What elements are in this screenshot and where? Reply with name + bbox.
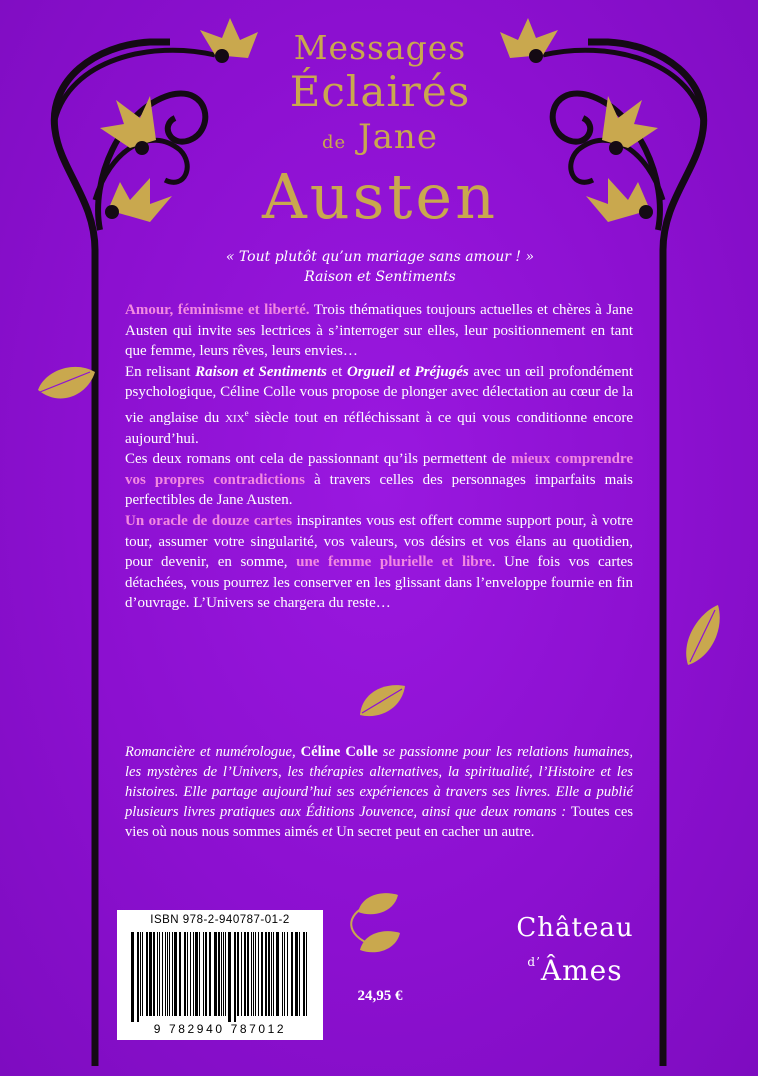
gold-leaf-right: [686, 605, 720, 665]
barcode-bar: [234, 932, 236, 1022]
book-title-orgueil: Orgueil et Préjugés: [346, 363, 469, 380]
barcode-bar: [221, 932, 222, 1016]
barcode-bar: [228, 932, 231, 1022]
barcode-bar: [261, 932, 263, 1016]
epigraph-quote: [180, 247, 580, 287]
barcode-bar: [184, 932, 186, 1016]
barcode-bar: [169, 932, 170, 1016]
title-jane: Jane: [358, 117, 438, 157]
barcode-bar: [131, 932, 134, 1022]
barcode-bar: [172, 932, 173, 1016]
barcode-bar: [306, 932, 307, 1016]
title-line-3: [190, 116, 570, 164]
blurb-highlight-oracle: Un oracle de douze cartes: [125, 512, 293, 529]
barcode-bar: [203, 932, 204, 1016]
publisher-line-1: Château: [516, 913, 634, 943]
barcode-bar: [271, 932, 272, 1016]
barcode-bar: [142, 932, 143, 1016]
barcode-bar: [140, 932, 141, 1016]
blurb: [125, 300, 633, 614]
price: 24,95 €: [357, 988, 403, 1004]
title-austen: Austen: [261, 160, 499, 233]
barcode-bar: [253, 932, 254, 1016]
barcode-bar: [273, 932, 274, 1016]
barcode-bar: [149, 932, 152, 1016]
blurb-paragraph-2: En relisant Raison et Sentiments et Orgueil et Préjugés avec un œil profondément psychologique, Céline Colle vous propose de plonger avec délectation au cœur de la vie anglaise du xix$^e$ siècle tout en réfléchissant à ce qui vous conditionne encore aujourd’hui.: [125, 363, 634, 447]
barcode-bar: [247, 932, 249, 1016]
blurb-highlight-femme: une femme plurielle et libre: [296, 554, 492, 571]
barcode-bar: [199, 932, 200, 1016]
barcode-bar: [174, 932, 177, 1016]
barcode-bar: [251, 932, 252, 1016]
barcode-bar: [276, 932, 279, 1016]
gold-flower-right-low: [586, 178, 653, 222]
publisher-logo: [505, 912, 645, 989]
barcode-bar: [137, 932, 139, 1022]
isbn-label: ISBN 978-2-940787-01-2: [150, 914, 290, 926]
author-bio: Romancière et numérologue, Céline Colle se passionne pour les relations humaines, les mystères de l’Univers, les thérapies alternatives, la spiritualité, l’Histoire et les histoires. Elle partage aujourd’hui ses expériences à travers ses livres. Elle a publié plusieurs livres pratiques aux Éditions Jouvence, ainsi que deux romans : Toutes ces vies où nous nous sommes aimés et Un secret peut en cacher un autre.: [125, 744, 634, 840]
gold-leaf-left: [38, 367, 95, 399]
isbn-barcode: [117, 910, 323, 1040]
barcode-bar: [209, 932, 211, 1016]
barcode-bar: [241, 932, 242, 1016]
ean-digits: 9 782940 787012: [153, 1022, 287, 1036]
gold-flower-left-low: [105, 178, 172, 222]
blurb-paragraph-3: Ces deux romans ont cela de passionnant qu’ils permettent de mieux comprendre vos propres contradictions à travers celles des personnages imparfaits mais perfectibles de Jane Austen.: [125, 451, 633, 509]
barcode-bar: [162, 932, 163, 1016]
barcode-bar: [223, 932, 224, 1016]
gold-flower-left-mid: [100, 96, 156, 155]
barcode-bar: [153, 932, 155, 1016]
blurb-paragraph-4: Un oracle de douze cartes inspirantes vous est offert comme support pour, à votre tour, assumer votre singularité, vos valeurs, vos désirs et vos élans au quotidien, pour devenir, en somme, une femme plurielle et libre. Une fois vos cartes détachées, vous pourrez les conserver en les glissant dans l’enveloppe fournie en fin d’ouvrage. L’Univers se chargera du reste…: [125, 512, 633, 612]
barcode-bar: [195, 932, 198, 1016]
blurb-highlight-contradictions: mieux comprendre vos propres contradictions: [125, 451, 633, 488]
barcode-bar: [214, 932, 217, 1016]
book-title-raison: Raison et Sentiments: [195, 363, 327, 380]
author-name: Céline Colle: [300, 744, 378, 760]
barcode-bar: [146, 932, 148, 1016]
barcode-bar: [237, 932, 239, 1016]
barcode-bar: [157, 932, 158, 1016]
quote-source: Raison et Sentiments: [304, 269, 456, 285]
title-line-2: Éclairés: [289, 67, 471, 116]
barcode-bar: [187, 932, 188, 1016]
title-line-1: Messages: [293, 28, 467, 67]
barcode-bar: [218, 932, 220, 1016]
blurb-paragraph-1: Amour, féminisme et liberté. Trois thématiques toujours actuelles et chères à Jane Austen qui invite ses lectrices à s’interroger sur elles, leur positionnement en tant que femme, leurs rêves, leurs envies…: [125, 302, 633, 360]
barcode-bar: [258, 932, 259, 1016]
book-title: [190, 28, 570, 233]
barcode-bar: [295, 932, 298, 1016]
barcode-bar: [303, 932, 305, 1016]
blurb-highlight-themes: Amour, féminisme et liberté.: [125, 302, 310, 318]
barcode-bar: [255, 932, 256, 1016]
barcode-bar: [205, 932, 207, 1016]
barcode-bar: [190, 932, 191, 1016]
gold-flower-right-mid: [602, 96, 658, 155]
barcode-bar: [291, 932, 293, 1016]
gold-leaf-center: [360, 685, 405, 716]
gold-leaves-bottom: [351, 893, 400, 952]
barcode-bar: [165, 932, 166, 1016]
novel-title-2: Un secret peut en cacher un autre: [336, 824, 531, 840]
novel-title-1: Toutes ces vies où nous nous sommes aimés: [125, 804, 634, 840]
barcode-bar: [167, 932, 168, 1016]
publisher-line-2: $^{d’}$Âmes: [527, 954, 623, 987]
barcode-bar: [299, 932, 300, 1016]
barcode-bar: [159, 932, 160, 1016]
barcode-bar: [225, 932, 226, 1016]
barcode-bar: [193, 932, 194, 1016]
barcode-bar: [287, 932, 288, 1016]
quote-text: « Tout plutôt qu’un mariage sans amour ! »: [225, 249, 535, 265]
barcode-bar: [179, 932, 181, 1016]
barcode-bar: [265, 932, 267, 1016]
barcode-bar: [244, 932, 246, 1016]
barcode-bar: [284, 932, 285, 1016]
title-de: de: [322, 132, 347, 153]
barcode-bar: [282, 932, 283, 1016]
barcode-bars: [131, 932, 309, 1022]
barcode-bar: [268, 932, 270, 1016]
